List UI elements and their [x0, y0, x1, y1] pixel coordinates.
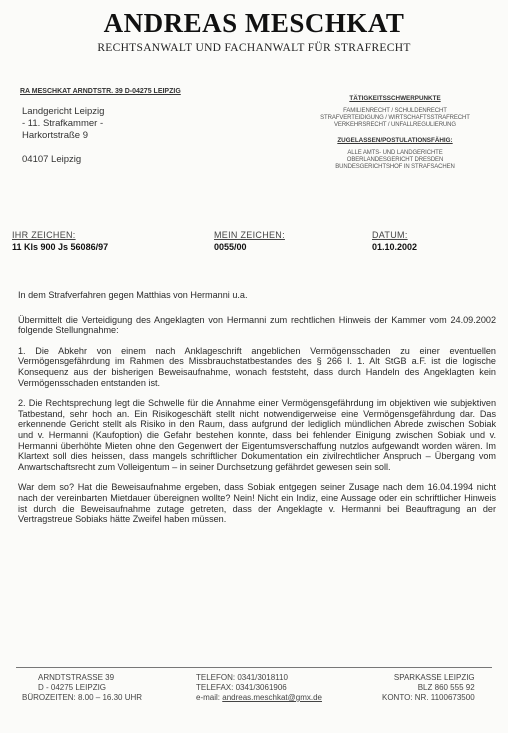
focus-item: FAMILIENRECHT / SCHULDENRECHT	[343, 108, 447, 114]
sender-return-line: RA MESCHKAT ARNDTSTR. 39 D-04275 LEIPZIG	[20, 88, 181, 95]
admitted-item: BUNDESGERICHTSHOF IN STRAFSACHEN	[335, 164, 455, 170]
footer-contact	[196, 673, 322, 703]
date-field	[372, 230, 417, 252]
footer-hours: BÜROZEITEN: 8.00 – 16.30 UHR	[22, 693, 143, 702]
footer-phone: TELEFON: 0341/3018110	[196, 673, 288, 682]
footer-email-link[interactable]: andreas.meschkat@gmx.de	[222, 693, 322, 702]
footer-email-label: e-mail:	[196, 693, 221, 702]
focus-item: STRAFVERTEIDIGUNG / WIRTSCHAFTSSTRAFRECHT	[320, 115, 470, 121]
focus-item: VERKEHRSRECHT / UNFALLREGULIERUNG	[334, 122, 456, 128]
footer-street: ARNDTSTRASSE 39	[38, 673, 115, 682]
admitted-item: OBERLANDESGERICHT DRESDEN	[346, 157, 444, 163]
your-reference-value: 11 Kls 900 Js 56086/97	[12, 242, 109, 252]
sidebar-qualifications	[290, 95, 500, 171]
footer-fax: TELEFAX: 0341/3061906	[196, 683, 287, 692]
my-reference-value: 0055/00	[214, 242, 247, 252]
my-reference-label: MEIN ZEICHEN:	[214, 230, 285, 240]
date-label: DATUM:	[372, 230, 408, 240]
my-reference	[214, 230, 285, 252]
intro-paragraph: Übermittelt die Verteidigung des Angeklagten von Hermanni zum rechtlichen Hinweis der Kammer vom 24.09.2002 folgende Stellungnahme:	[18, 314, 496, 336]
letterhead-subtitle: RECHTSANWALT UND FACHANWALT FÜR STRAFRECHT	[97, 42, 411, 54]
recipient-street: Harkortstraße 9	[22, 130, 88, 141]
letterhead-name: ANDREAS MESCHKAT	[103, 8, 405, 38]
paragraph-2: 2. Die Rechtsprechung legt die Schwelle für die Annahme einer Vermögensgefährdung im objektiven wie subjektiven Tatbestand, sehr hoch an. Ein Risikogeschäft stellt nicht notwendigerweise eine Vermögensgefährdung dar. Das erkennende Gericht stellt als Risiko in den Raum, dass aufgrund der lediglich mündlichen Abrede zwischen Sobiak und v. Hermanni (Kaufoption) die Gefahr bestehen konnte, dass bei fehlender Einigung zwischen Sobiak und v. Hermanni überhöhte Mieten ohne den Gegenwert der Eigentumsverschaffung nutzlos aufgewandt worden wären. Im Klartext soll dies heissen, dass mangels schriftlicher Dokumentation ein zivilrechtlicher Anspruch – Übergang vom Anwartschaftsrecht zum Volleigentum – in seiner Durchsetzung gefährdet gewesen sein soll.	[18, 398, 496, 472]
letter-body	[18, 290, 496, 535]
footer-city: D - 04275 LEIPZIG	[38, 683, 107, 692]
recipient-address	[22, 106, 104, 166]
date-value: 01.10.2002	[372, 242, 418, 252]
recipient-city: 04107 Leipzig	[22, 154, 82, 165]
footer-address	[22, 673, 142, 703]
footer-bank	[382, 673, 475, 703]
footer-bank-blz: BLZ 860 555 92	[417, 683, 475, 692]
recipient-chamber: - 11. Strafkammer -	[22, 118, 104, 129]
subject-line: In dem Strafverfahren gegen Matthias von Hermanni u.a.	[18, 290, 248, 300]
admitted-heading: ZUGELASSEN/POSTULATIONSFÄHIG:	[337, 137, 453, 144]
your-reference	[12, 230, 108, 252]
admitted-item: ALLE AMTS- UND LANDGERICHTE	[347, 150, 443, 156]
footer-bank-name: SPARKASSE LEIPZIG	[393, 673, 475, 682]
your-reference-label: IHR ZEICHEN:	[12, 230, 76, 240]
focus-heading: TÄTIGKEITSSCHWERPUNKTE	[349, 95, 441, 102]
footer-bank-account: KONTO: NR. 1100673500	[382, 693, 475, 702]
paragraph-1: 1. Die Abkehr von einem nach Anklageschrift angeblichen Vermögensschaden zu einer eventuellen Vermögensgefährdung im Rahmen des Missbrauchstatbestandes des § 266 I. 1. Alt StGB a.F. ist die logische Konsequenz aus der bisherigen Beweisaufnahme, wonach feststeht, dass durch Handeln des Angeklagten kein Vermögensschaden entstanden ist.	[18, 345, 496, 388]
paragraph-3: War dem so? Hat die Beweisaufnahme ergeben, dass Sobiak entgegen seiner Zusage nach dem 16.04.1994 nicht nach der vereinbarten Mietdauer übereignen wollte? Nein! Nicht ein Indiz, eine Aussage oder ein schriftlicher Hinweis ist durch die Beweisaufnahme zutage getreten, dass der Angeklagte v. Hermanni bei Beauftragung an der Vertragstreue Sobiaks hätte Zweifel haben müssen.	[18, 482, 496, 525]
recipient-court: Landgericht Leipzig	[22, 106, 105, 117]
footer-divider	[16, 667, 492, 668]
footer-email-line	[196, 693, 322, 703]
